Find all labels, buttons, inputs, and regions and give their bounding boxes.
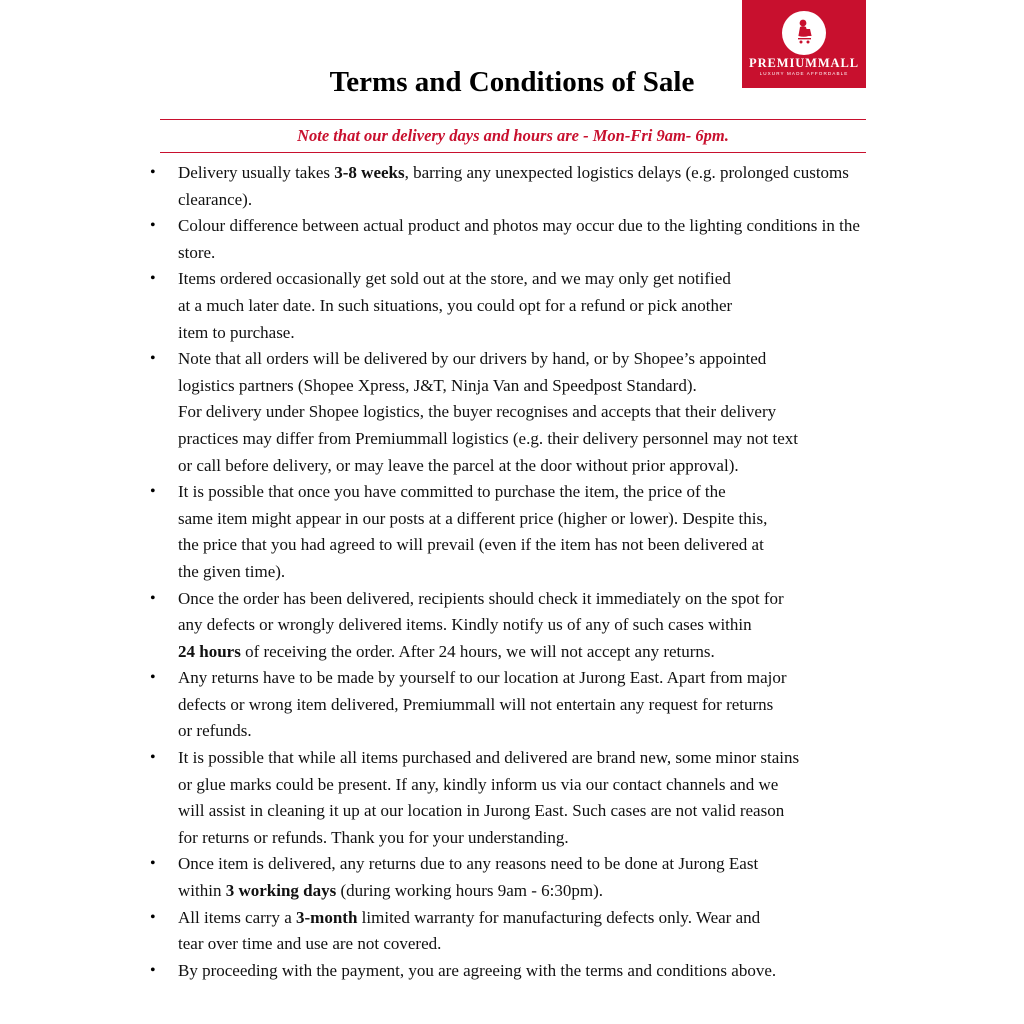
list-item-text: Once item is delivered, any returns due to any reasons need to be done at Jurong East within 3 working days (during working hours 9am - 6:30pm). (178, 854, 759, 901)
list-item-text: Items ordered occasionally get sold out at the store, and we may only get notified at a much later date. In such situations, you could opt for a refund or pick another item to purchase. (178, 269, 733, 342)
bullet-icon: • (150, 749, 156, 767)
divider-bottom (160, 152, 866, 153)
list-item-text: It is possible that once you have committed to purchase the item, the price of the same item might appear in our posts at a different price (higher or lower). Despite this, the price that you had agreed to will prevail (even if the item has not been delivered at the given time). (178, 482, 768, 581)
list-item-text: By proceeding with the payment, you are agreeing with the terms and conditions above. (178, 960, 777, 980)
bullet-icon: • (150, 669, 156, 687)
terms-list (150, 160, 890, 984)
list-item (150, 905, 890, 958)
bullet-icon: • (150, 483, 156, 501)
brand-name: PREMIUMMALL (749, 56, 859, 71)
list-item (150, 266, 890, 346)
bullet-icon: • (150, 855, 156, 873)
woman-with-shopping-cart-icon (782, 11, 826, 55)
list-item (150, 665, 890, 745)
list-item (150, 958, 890, 985)
list-item (150, 346, 890, 479)
page-title: Terms and Conditions of Sale (329, 66, 695, 98)
list-item-text: All items carry a 3-month limited warranty for manufacturing defects only. Wear and tear over time and use are not covered. (178, 907, 761, 954)
list-item (150, 745, 890, 851)
list-item (150, 160, 890, 213)
bullet-icon: • (150, 217, 156, 235)
list-item (150, 213, 890, 266)
list-item-text: Note that all orders will be delivered by our drivers by hand, or by Shopee’s appointed logistics partners (Shopee Xpress, J&T, Ninja Van and Speedpost Standard). For delivery under Shopee logistics, the buyer recognises and accepts that their delivery practices may differ from Premiummall logistics (e.g. their delivery personnel may not text or call before delivery, or may leave the parcel at the door without prior approval). (178, 349, 799, 475)
bullet-icon: • (150, 270, 156, 288)
list-item-text: Once the order has been delivered, recipients should check it immediately on the spot for any defects or wrongly delivered items. Kindly notify us of any of such cases within 24 hours of receiving the order. After 24 hours, we will not accept any returns. (178, 588, 784, 661)
list-item (150, 586, 890, 666)
bullet-icon: • (150, 350, 156, 368)
bullet-icon: • (150, 589, 156, 607)
list-item-text: Any returns have to be made by yourself to our location at Jurong East. Apart from major defects or wrong item delivered, Premiummall will not entertain any request for returns or refunds. (178, 668, 787, 741)
bullet-icon: • (150, 164, 156, 181)
list-item (150, 479, 890, 585)
list-item-text: Delivery usually takes 3-8 weeks, barring any unexpected logistics delays (e.g. prolonged customs clearance). (178, 163, 849, 209)
list-item-text: Colour difference between actual product and photos may occur due to the lighting conditions in the store. (178, 216, 860, 262)
bullet-icon: • (150, 908, 156, 926)
brand-tagline: LUXURY MADE AFFORDABLE (759, 70, 849, 76)
delivery-hours-note: Note that our delivery days and hours are - Mon-Fri 9am- 6pm. (297, 126, 729, 145)
list-item (150, 851, 890, 904)
bullet-icon: • (150, 961, 156, 979)
divider-top (160, 119, 866, 120)
list-item-text: It is possible that while all items purchased and delivered are brand new, some minor stains or glue marks could be present. If any, kindly inform us via our contact channels and we will assist in cleaning it up at our location in Jurong East. Such cases are not valid reason for returns or refunds. Thank you for your understanding. (178, 748, 800, 847)
